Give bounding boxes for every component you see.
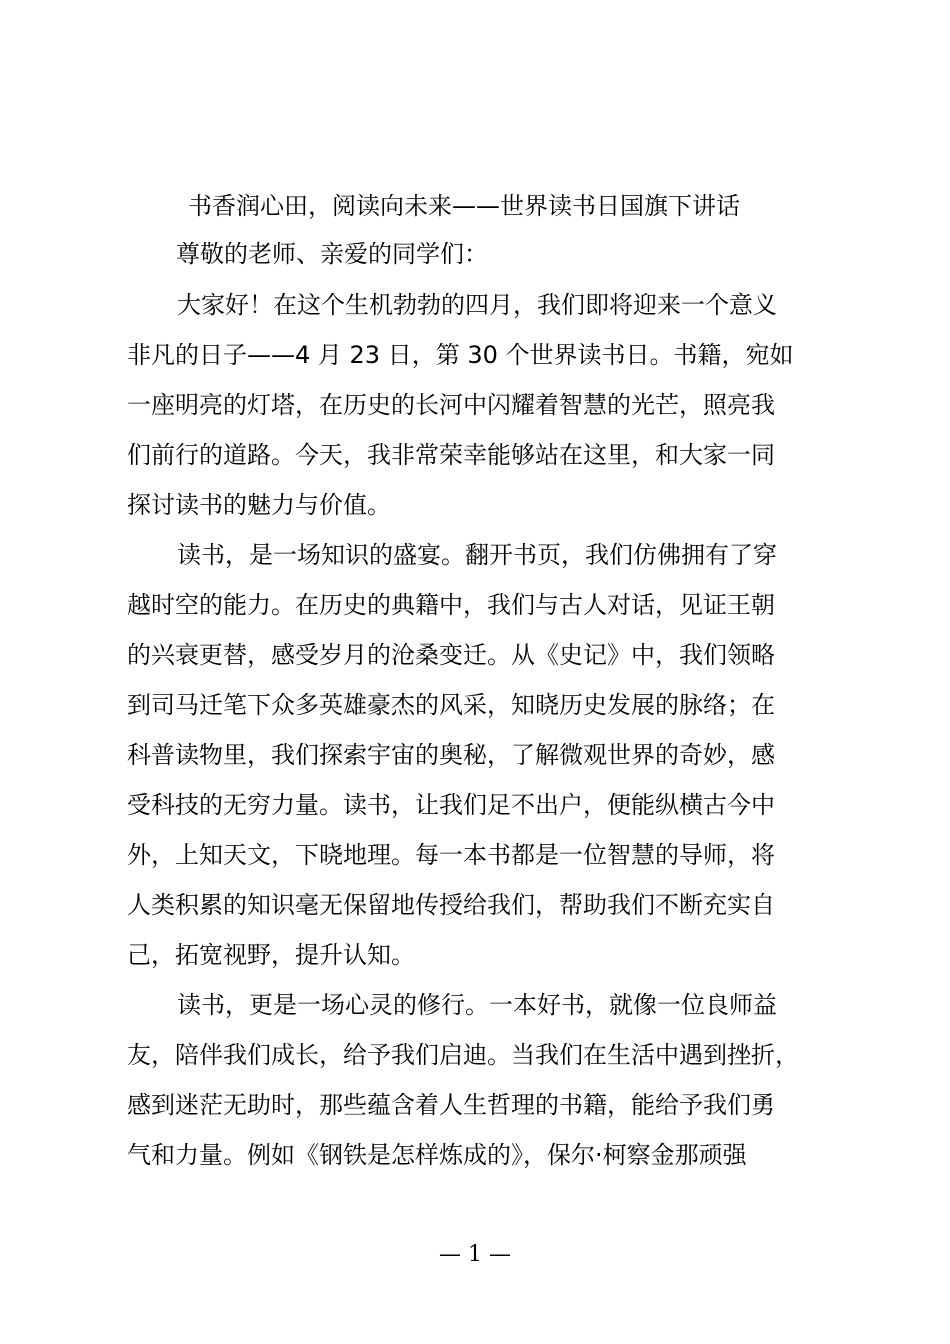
paragraph-3 [127, 980, 839, 1180]
paragraph-line: 的兴衰更替，感受岁月的沧桑变迁。从《史记》中，我们领略 [127, 641, 775, 669]
paragraph-line: 探讨读书的魅力与价值。 [127, 491, 391, 519]
paragraph-line: 科普读物里，我们探索宇宙的奥秘，了解微观世界的奇妙，感 [127, 741, 775, 769]
paragraph-line: 非凡的日子——4 月 23 日，第 30 个世界读书日。书籍，宛如 [127, 341, 794, 369]
paragraph-1 [127, 280, 839, 530]
speech-title: 书香润心田，阅读向未来——世界读书日国旗下讲话 [188, 192, 740, 220]
paragraph-line: 人类积累的知识毫无保留地传授给我们，帮助我们不断充实自 [127, 891, 775, 919]
paragraph-line: 受科技的无穷力量。读书，让我们足不出户，便能纵横古今中 [127, 791, 775, 819]
speech-greeting: 尊敬的老师、亲爱的同学们： [176, 240, 488, 268]
paragraph-line: 越时空的能力。在历史的典籍中，我们与古人对话，见证王朝 [127, 591, 775, 619]
paragraph-line: 们前行的道路。今天，我非常荣幸能够站在这里，和大家一同 [127, 441, 775, 469]
paragraph-line: 友，陪伴我们成长，给予我们启迪。当我们在生活中遇到挫折， [127, 1041, 799, 1069]
paragraph-line: 外，上知天文，下晓地理。每一本书都是一位智慧的导师，将 [127, 841, 775, 869]
paragraph-line: 到司马迁笔下众多英雄豪杰的风采，知晓历史发展的脉络；在 [127, 691, 775, 719]
paragraph-line: 读书，是一场知识的盛宴。翻开书页，我们仿佛拥有了穿 [177, 541, 777, 569]
page-number: — 1 — [439, 1242, 511, 1267]
paragraph-line: 大家好！在这个生机勃勃的四月，我们即将迎来一个意义 [177, 291, 777, 319]
paragraph-line: 气和力量。例如《钢铁是怎样炼成的》，保尔·柯察金那顽强 [127, 1141, 747, 1169]
paragraph-line: 感到迷茫无助时，那些蕴含着人生哲理的书籍，能给予我们勇 [127, 1091, 775, 1119]
paragraph-2 [127, 530, 839, 980]
paragraph-line: 读书，更是一场心灵的修行。一本好书，就像一位良师益 [177, 991, 777, 1019]
paragraph-line: 一座明亮的灯塔，在历史的长河中闪耀着智慧的光芒，照亮我 [127, 391, 775, 419]
paragraph-line: 己，拓宽视野，提升认知。 [127, 941, 415, 969]
